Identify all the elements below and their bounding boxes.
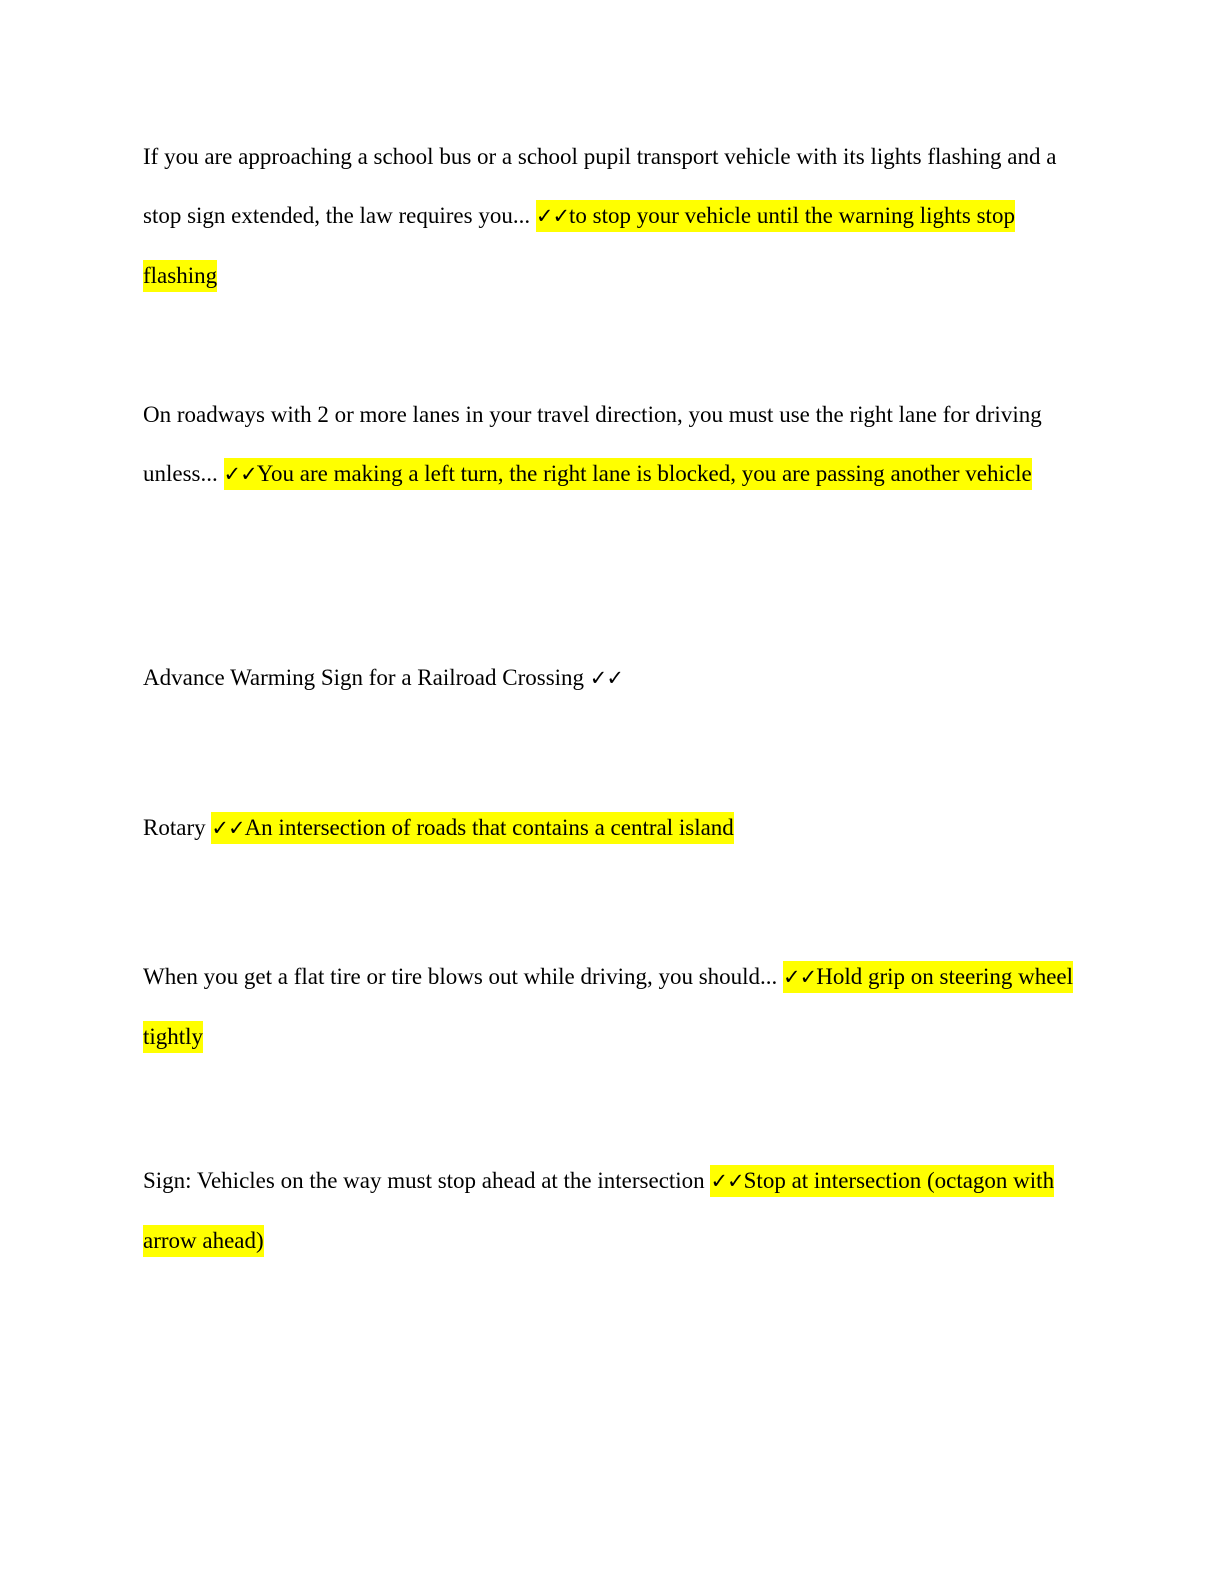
question-text: When you get a flat tire or tire blows out while driving, you should... (143, 964, 784, 989)
answer-text: Stop at intersection (octagon with arrow ahead) (143, 1168, 1055, 1253)
double-check-icon: ✓✓ (710, 1169, 744, 1193)
answer-highlight (211, 812, 733, 844)
answer-highlight (224, 458, 1032, 490)
flashcard-flat-tire (143, 947, 1083, 1066)
answer-text: Hold grip on steering wheel tightly (143, 964, 1074, 1049)
flashcard-rotary (143, 798, 1083, 858)
flashcard-school-bus (143, 127, 1083, 305)
answer-text: to stop your vehicle until the warning lights stop flashing (143, 203, 1015, 288)
answer-text: You are making a left turn, the right lane is blocked, you are passing another vehicle (256, 461, 1032, 486)
double-check-icon: ✓✓ (783, 965, 817, 989)
question-text: Advance Warming Sign for a Railroad Crossing (143, 665, 590, 690)
flashcard-right-lane (143, 385, 1083, 504)
double-check-icon: ✓✓ (223, 462, 257, 486)
double-check-icon: ✓✓ (535, 204, 570, 228)
question-text: Sign: Vehicles on the way must stop ahead at the intersection (143, 1168, 711, 1193)
flashcard-stop-ahead-sign (143, 1151, 1083, 1270)
double-check-icon: ✓✓ (589, 666, 623, 690)
question-text: If you are approaching a school bus or a school pupil transport vehicle with its lights flashing and a stop sign extended, the law requires you... (143, 144, 1057, 228)
double-check-icon: ✓✓ (211, 816, 245, 840)
question-text: On roadways with 2 or more lanes in your travel direction, you must use the right lane for driving unless... (143, 402, 1042, 486)
flashcard-railroad-sign (143, 648, 1083, 708)
answer-text: An intersection of roads that contains a central island (244, 815, 734, 840)
question-text: Rotary (143, 815, 212, 840)
